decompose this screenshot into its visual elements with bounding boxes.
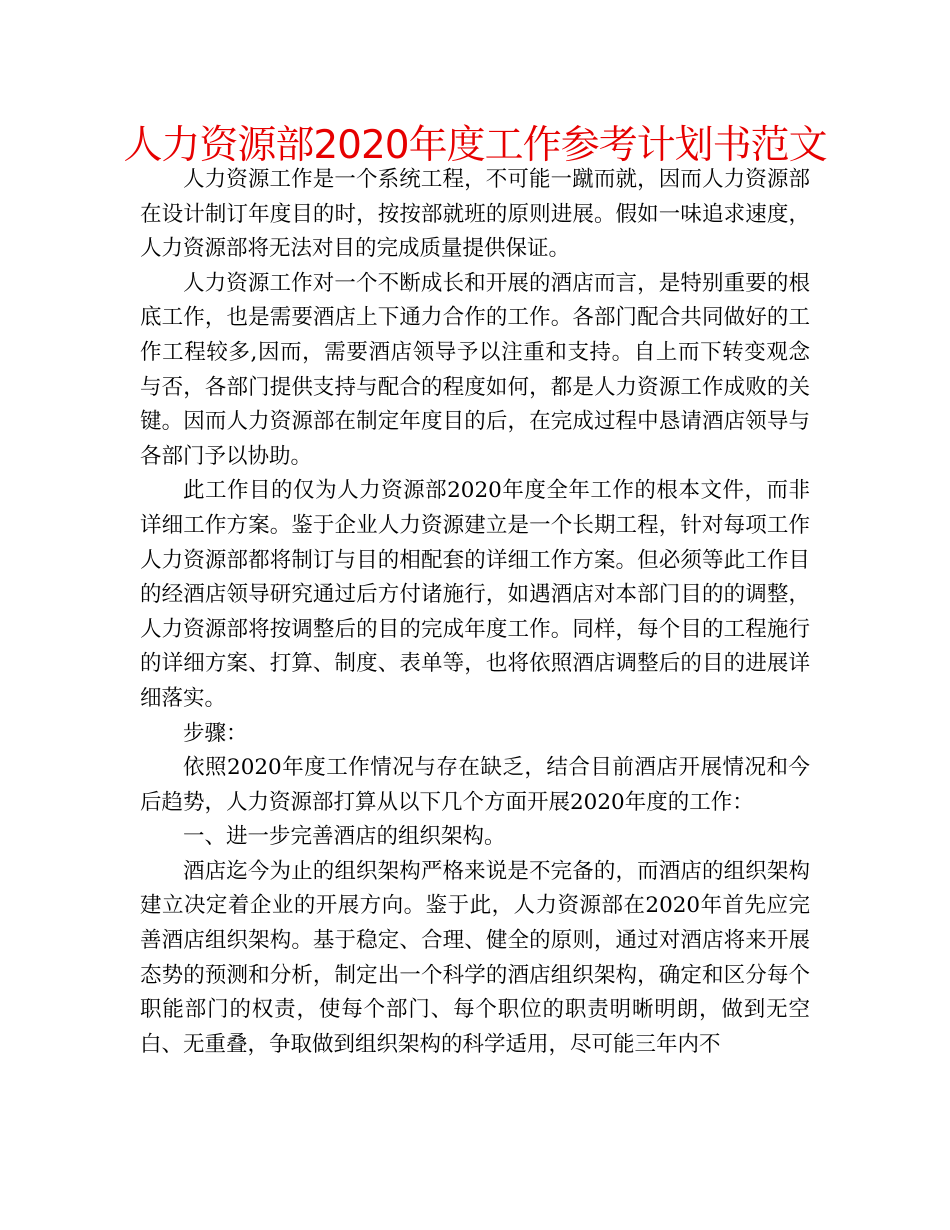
paragraph-intro: 人力资源工作是一个系统工程，不可能一蹴而就，因而人力资源部在设计制订年度目的时，按按部就班的原则进展。假如一味追求速度，人力资源部将无法对目的完成质量提供保证。	[140, 167, 810, 262]
paragraph-plan: 依照2020年度工作情况与存在缺乏，结合目前酒店开展情况和今后趋势，人力资源部打算从以下几个方面开展2020年度的工作：	[140, 755, 810, 815]
document-body	[140, 163, 810, 1062]
paragraph-steps-heading: 步骤：	[183, 720, 248, 746]
document-title: 人力资源部2020年度工作参考计划书范文	[123, 123, 827, 168]
paragraph-organization: 酒店迄今为止的组织架构严格来说是不完备的，而酒店的组织架构建立决定着企业的开展方向。鉴于此，人力资源部在2020年首先应完善酒店组织架构。基于稳定、合理、健全的原则，通过对酒店将来开展态势的预测和分析，制定出一个科学的酒店组织架构，确定和区分每个职能部门的权责，使每个部门、每个职位的职责明晰明朗，做到无空白、无重叠，争取做到组织架构的科学适用，尽可能三年内不	[140, 858, 810, 1057]
paragraph-scope: 此工作目的仅为人力资源部2020年度全年工作的根本文件，而非详细工作方案。鉴于企业人力资源建立是一个长期工程，针对每项工作人力资源部都将制订与目的相配套的详细工作方案。但必须等此工作目的经酒店领导研究通过后方付诸施行，如遇酒店对本部门目的的调整，人力资源部将按调整后的目的完成年度工作。同样，每个目的工程施行的详细方案、打算、制度、表单等，也将依照酒店调整后的目的进展详细落实。	[140, 478, 810, 711]
paragraph-importance: 人力资源工作对一个不断成长和开展的酒店而言，是特别重要的根底工作，也是需要酒店上下通力合作的工作。各部门配合共同做好的工作工程较多,因而，需要酒店领导予以注重和支持。自上而下转变观念与否，各部门提供支持与配合的程度如何，都是人力资源工作成败的关键。因而人力资源部在制定年度目的后，在完成过程中恳请酒店领导与各部门予以协助。	[140, 270, 810, 469]
section-heading-1: 一、进一步完善酒店的组织架构。	[183, 824, 506, 850]
